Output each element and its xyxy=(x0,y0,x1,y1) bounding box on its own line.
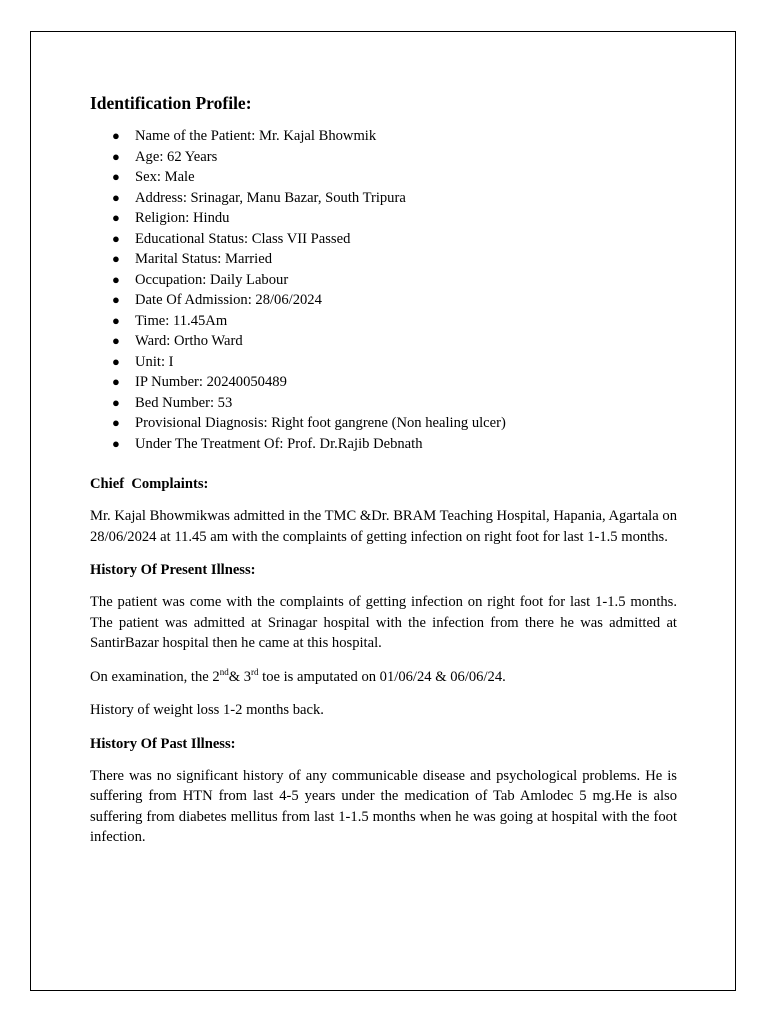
present-illness-text: The patient was come with the complaints of getting infection on right foot for last 1-1.5 months. The patient was admitted at Srinagar hospital with the infection from there he was admitted at SantirBazar hospital then he came at this hospital. xyxy=(90,594,677,651)
identification-heading: Identification Profile: xyxy=(90,93,252,113)
bullet-icon: ● xyxy=(112,353,120,369)
chief-complaints-heading: Chief Complaints: xyxy=(90,476,209,492)
chief-complaints-text: Mr. Kajal Bhowmikwas admitted in the TMC &Dr. BRAM Teaching Hospital, Hapania, Agartala on 28/06/2024 at 11.45 am with the complaints of getting infection on right foot for last 1-1.5 months. xyxy=(90,508,677,545)
list-item: ● Under The Treatment Of: Prof. Dr.Rajib Debnath xyxy=(135,434,677,455)
list-item: ● Address: Srinagar, Manu Bazar, South Tripura xyxy=(135,188,677,209)
bullet-icon: ● xyxy=(112,210,120,225)
list-item: ● Occupation: Daily Labour xyxy=(135,270,677,291)
identification-list xyxy=(90,126,677,454)
list-item: ● Date Of Admission: 28/06/2024 xyxy=(135,290,677,311)
weight-loss-text: History of weight loss 1-2 months back. xyxy=(90,702,324,718)
bullet-icon: ● xyxy=(112,415,120,430)
bullet-icon: ● xyxy=(112,333,120,348)
list-item: ● IP Number: 20240050489 xyxy=(135,372,677,393)
bullet-icon: ● xyxy=(112,271,120,287)
list-item: ● Marital Status: Married xyxy=(135,249,677,270)
past-illness-heading: History Of Past Illness: xyxy=(90,735,236,752)
examination-text: On examination, the 2nd& 3rd toe is amputated on 01/06/24 & 06/06/24. xyxy=(90,666,506,685)
list-item: ● Name of the Patient: Mr. Kajal Bhowmik xyxy=(135,126,677,147)
list-item: ● Unit: I xyxy=(135,352,677,373)
bullet-icon: ● xyxy=(112,394,120,410)
past-illness-text: There was no significant history of any communicable disease and psychological problems. He is suffering from HTN from last 4-5 years under the medication of Tab Amlodec 5 mg.He is also suffering from diabetes mellitus from last 1-1.5 months when he was going at hospital with the foot infection. xyxy=(90,767,677,845)
list-item: ● Provisional Diagnosis: Right foot gangrene (Non healing ulcer) xyxy=(135,413,677,434)
bullet-icon: ● xyxy=(112,148,120,164)
bullet-icon: ● xyxy=(112,435,120,451)
document-body xyxy=(90,92,677,861)
list-item: ● Sex: Male xyxy=(135,167,677,188)
present-illness-heading: History Of Present Illness: xyxy=(90,562,256,578)
bullet-icon: ● xyxy=(112,312,120,328)
bullet-icon: ● xyxy=(112,230,120,246)
list-item: ● Ward: Ortho Ward xyxy=(135,331,677,352)
list-item: ● Age: 62 Years xyxy=(135,147,677,168)
bullet-icon: ● xyxy=(112,374,120,389)
list-item: ● Bed Number: 53 xyxy=(135,393,677,414)
list-item: ● Time: 11.45Am xyxy=(135,311,677,332)
bullet-icon: ● xyxy=(112,189,120,205)
bullet-icon: ● xyxy=(112,169,120,184)
bullet-icon: ● xyxy=(112,292,120,307)
list-item: ● Religion: Hindu xyxy=(135,208,677,229)
list-item: ● Educational Status: Class VII Passed xyxy=(135,229,677,250)
bullet-icon: ● xyxy=(112,128,120,143)
bullet-icon: ● xyxy=(112,251,120,266)
